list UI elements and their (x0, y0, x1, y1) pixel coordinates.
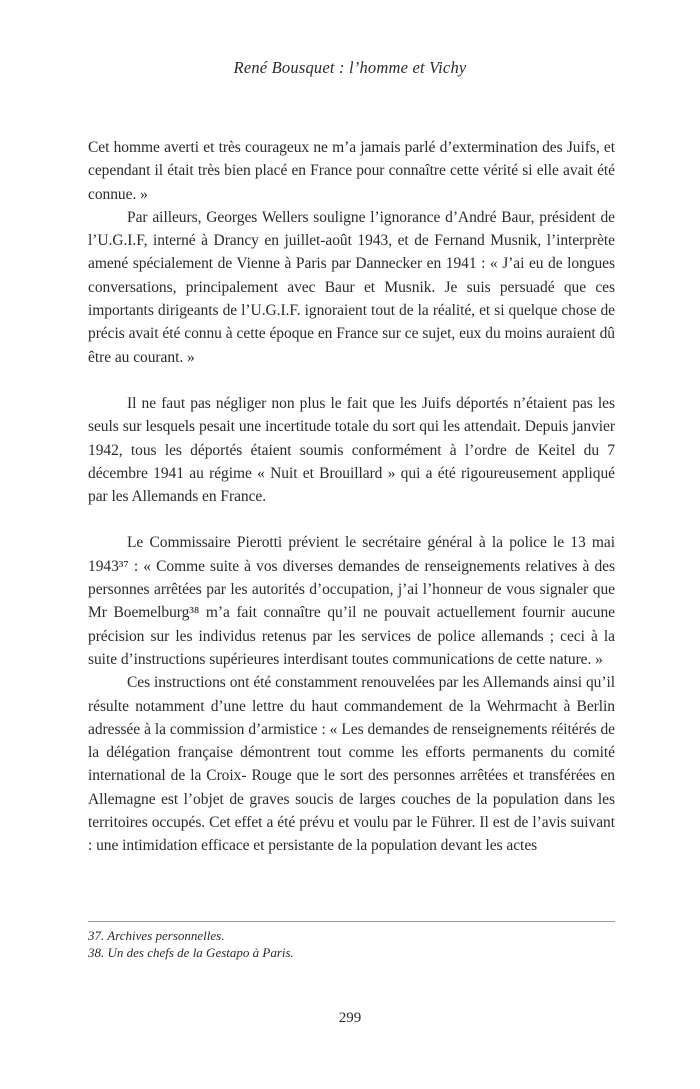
footnotes-list (88, 927, 615, 961)
body-text (88, 136, 615, 926)
paragraph: Cet homme averti et très courageux ne m’a jamais parlé d’extermination des Juifs, et cependant il était très bien placé en France pour connaître cette vérité si elle avait été connue. » (88, 139, 615, 203)
page-number: 299 (338, 1010, 362, 1026)
paragraph: Ces instructions ont été constamment renouvelées par les Allemands ainsi qu’il résulte notamment d’une lettre du haut commandement de la Wehrmacht à Berlin adressée à la commission d’armistice : « Les demandes de renseignements réitérés de la délégation française démontrent tout comme les efforts permanents du comité international de la Croix- Rouge que le sort des personnes arrêtées et transférées en Allemagne est l’objet de graves soucis de larges couches de la population dans les territoires occupés. Cet effet a été prévu et voulu par le Führer. Il est de l’avis suivant : une intimidation efficace et persistante de la population devant les actes (88, 674, 615, 855)
footnote-item: 38. Un des chefs de la Gestapo à Paris. (88, 945, 294, 960)
footnote-divider (88, 921, 615, 922)
running-header: René Bousquet : l’homme et Vichy (233, 58, 467, 77)
paragraph: Par ailleurs, Georges Wellers souligne l’ignorance d’André Baur, président de l’U.G.I.F, interné à Drancy en juillet-août 1943, et de Fernand Musnik, l’interprète amené spécialement de Vienne à Paris par Dannecker en 1941 : « J’ai eu de longues conversations, principalement avec Baur et Musnik. Je suis persuadé que ces importants dirigeants de l’U.G.I.F. ignoraient tout de la réalité, et si quelque chose de précis avait été connu à cette époque en France sur ce sujet, eux du moins auraient dû être au courant. » (88, 208, 615, 366)
footnote-item: 37. Archives personnelles. (88, 928, 225, 943)
paragraph: Le Commissaire Pierotti prévient le secrétaire général à la police le 13 mai 1943³⁷ : « Comme suite à vos diverses demandes de renseignements relatives à des personnes arrêtées par les autorités d’occupation, j’ai l’honneur de vous signaler que Mr Boemelburg³⁸ m’a fait connaître qu’il ne pouvait actuellement fournir aucune précision sur les individus retenus par les services de police allemands ; ceci à la suite d’instructions supérieures interdisant toutes communications de cette nature. » (88, 534, 615, 668)
paragraph: Il ne faut pas négliger non plus le fait que les Juifs déportés n’étaient pas les seuls sur lesquels pesait une incertitude totale du sort qui les attendait. Depuis janvier 1942, tous les déportés étaient soumis conformément à l’ordre de Keitel du 7 décembre 1941 au régime « Nuit et Brouillard » qui a été rigoureusement appliqué par les Allemands en France. (88, 394, 615, 506)
footnote-block (88, 921, 615, 961)
